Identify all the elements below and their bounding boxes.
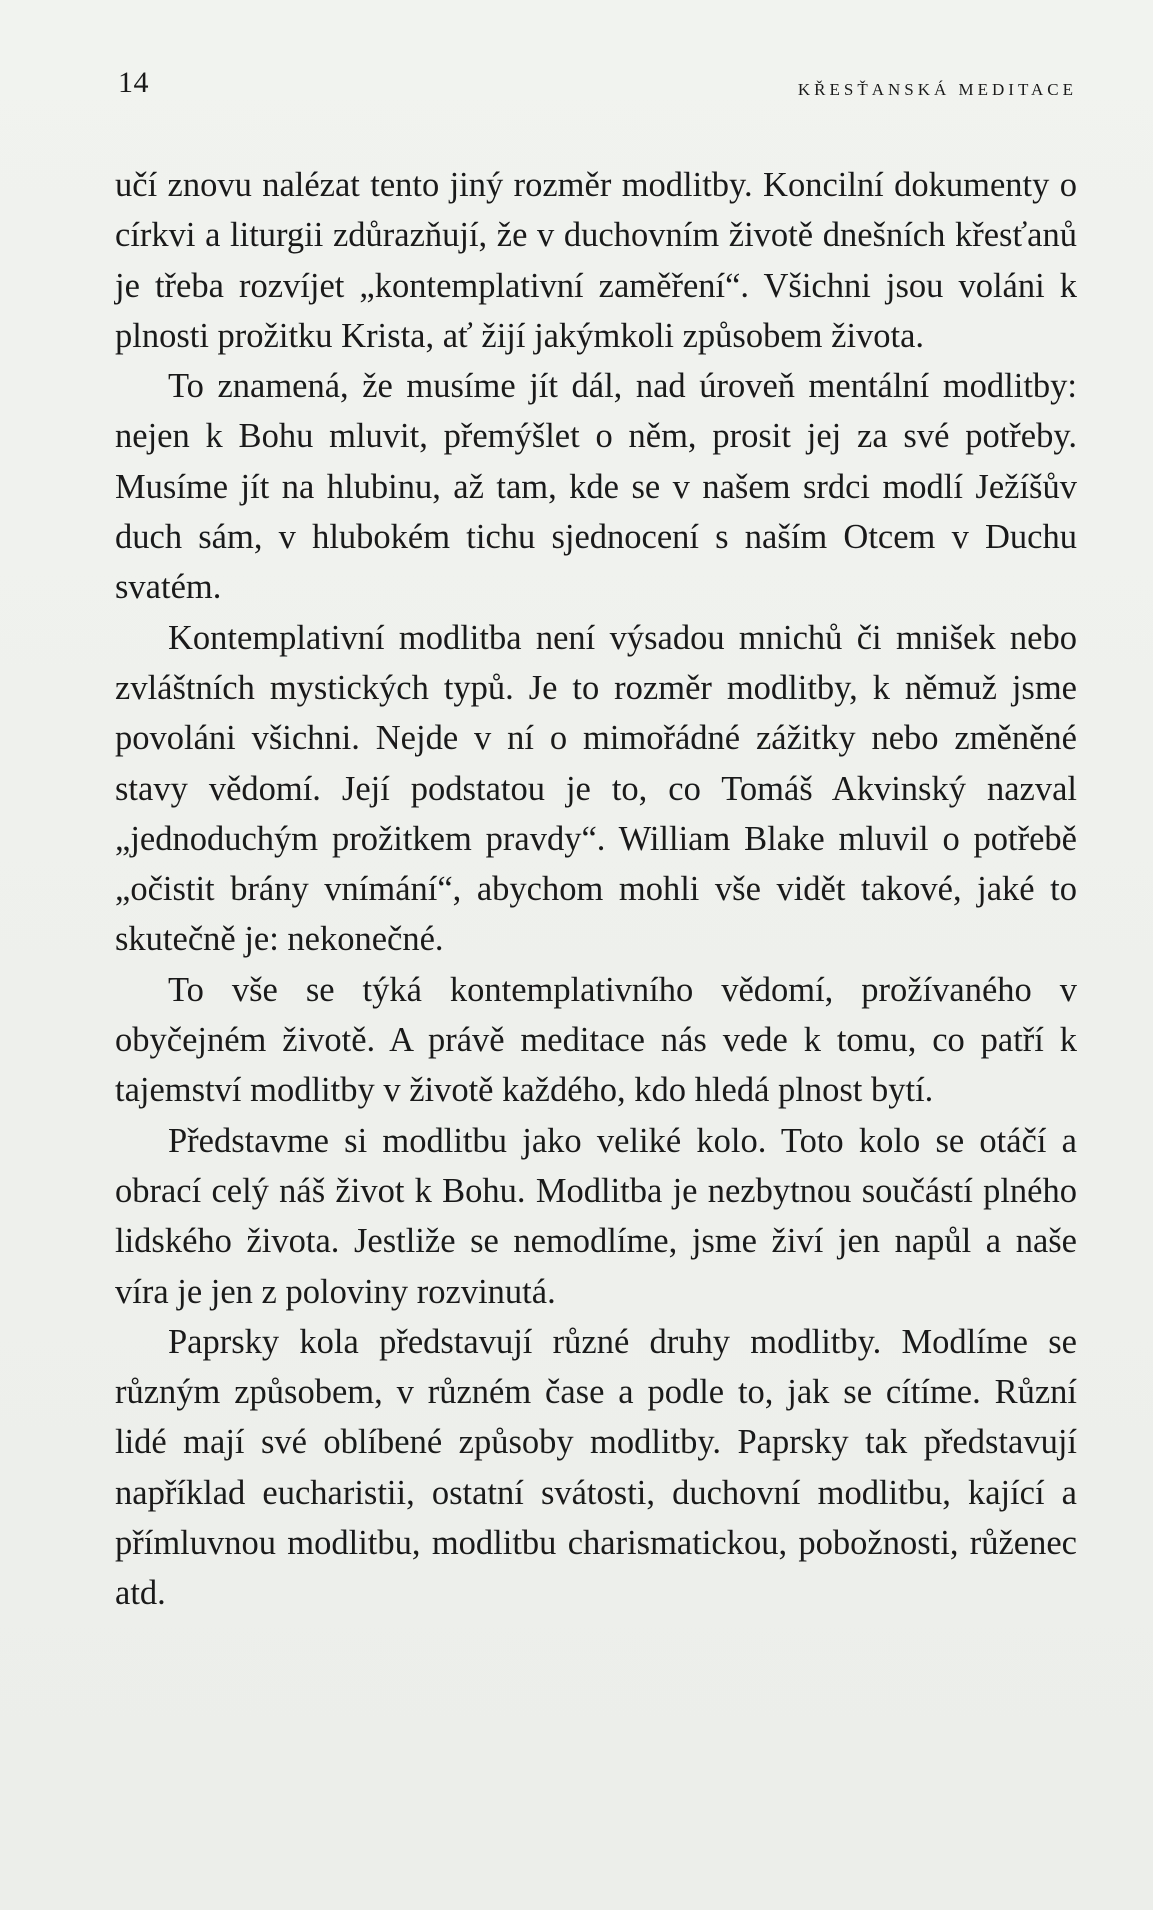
paragraph: To vše se týká kontemplativního vědomí, prožívaného v obyčejném životě. A právě meditace nás vede k tomu, co patří k tajemství modlitby v životě každého, kdo hledá plnost bytí.	[115, 970, 1077, 1110]
running-head: KŘESŤANSKÁ MEDITACE	[797, 80, 1077, 99]
paragraph: Představme si modlitbu jako veliké kolo. Toto kolo se otáčí a obrací celý náš život k Bohu. Modlitba je nezbytnou součástí plného lidského života. Jestliže se nemodlíme, jsme živí jen napůl a naše víra je jen z poloviny rozvinutá.	[115, 1121, 1077, 1311]
body-text	[115, 160, 1077, 1619]
page-number: 14	[118, 66, 149, 99]
paragraph: To znamená, že musíme jít dál, nad úroveň mentální modlitby: nejen k Bohu mluvit, přemýšlet o něm, prosit jej za své potřeby. Musíme jít na hlubinu, až tam, kde se v našem srdci modlí Ježíšův duch sám, v hlubokém tichu sjednocení s naším Otcem v Duchu svatém.	[115, 367, 1077, 607]
paragraph: Paprsky kola představují různé druhy modlitby. Modlíme se různým způsobem, v různém čase a podle to, jak se cítíme. Různí lidé mají své oblíbené způsoby modlitby. Paprsky tak představují například eucharistii, ostatní svátosti, duchovní modlitbu, kající a přímluvnou modlitbu, modlitbu charismatickou, pobožnosti, růženec atd.	[115, 1322, 1077, 1613]
paragraph: Kontemplativní modlitba není výsadou mnichů či mnišek nebo zvláštních mystických typů. Je to rozměr modlitby, k němuž jsme povoláni všichni. Nejde v ní o mimořádné zážitky nebo změněné stavy vědomí. Její podstatou je to, co Tomáš Akvinský nazval „jednoduchým prožitkem pravdy“. William Blake mluvil o potřebě „očistit brány vnímání“, abychom mohli vše vidět takové, jaké to skutečně je: nekonečné.	[115, 618, 1077, 959]
paragraph: učí znovu nalézat tento jiný rozměr modlitby. Koncilní dokumenty o církvi a liturgii zdůrazňují, že v duchovním životě dnešních křesťanů je třeba rozvíjet „kontemplativní zaměření“. Všichni jsou voláni k plnosti prožitku Krista, ať žijí jakýmkoli způsobem života.	[115, 166, 1077, 355]
